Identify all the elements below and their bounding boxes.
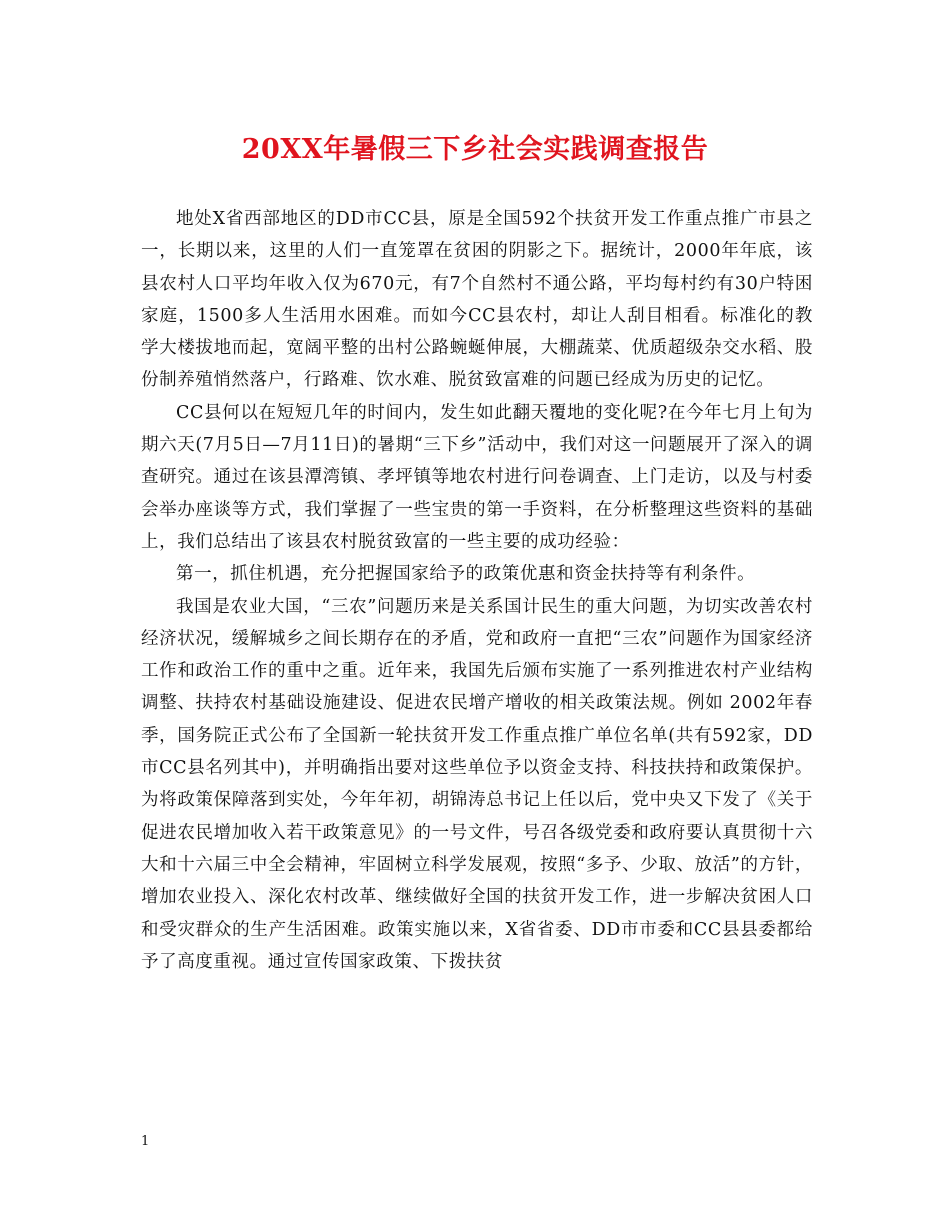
paragraph: 我国是农业大国，“三农”问题历来是关系国计民生的重大问题，为切实改善农村经济状况，缓解城乡之间长期存在的矛盾，党和政府一直把“三农”问题作为国家经济工作和政治工作的重中之重。近年来，我国先后颁布实施了一系列推进农村产业结构调整、扶持农村基础设施建设、促进农民增产增收的相关政策法规。例如 2002年春季，国务院正式公布了全国新一轮扶贫开发工作重点推广单位名单(共有592家，DD市CC县名列其中)，并明确指出要对这些单位予以资金支持、科技扶持和政策保护。为将政策保障落到实处，今年年初，胡锦涛总书记上任以后，党中央又下发了《关于促进农民增加收入若干政策意见》的一号文件，号召各级党委和政府要认真贯彻十六大和十六届三中全会精神，牢固树立科学发展观，按照“多予、少取、放活”的方针，增加农业投入、深化农村改革、继续做好全国的扶贫开发工作，进一步解决贫困人口和受灾群众的生产生活困难。政策实施以来，X省省委、DD市市委和CC县县委都给予了高度重视。通过宣传国家政策、下拨扶贫: [141, 596, 813, 972]
paragraph: 地处X省西部地区的DD市CC县，原是全国592个扶贫开发工作重点推广市县之一，长期以来，这里的人们一直笼罩在贫困的阴影之下。据统计，2000年年底，该县农村人口平均年收入仅为670元，有7个自然村不通公路，平均每村约有30户特困家庭，1500多人生活用水困难。而如今CC县农村，却让人刮目相看。标准化的教学大楼拔地而起，宽阔平整的出村公路蜿蜒伸展，大棚蔬菜、优质超级杂交水稻、股份制养殖悄然落户，行路难、饮水难、脱贫致富难的问题已经成为历史的记忆。: [141, 209, 813, 391]
paragraph: CC县何以在短短几年的时间内，发生如此翻天覆地的变化呢?在今年七月上旬为期六天(7月5日—7月11日)的暑期“三下乡”活动中，我们对这一问题展开了深入的调查研究。通过在该县潭湾镇、孝坪镇等地农村进行问卷调查、上门走访，以及与村委会举办座谈等方式，我们掌握了一些宝贵的第一手资料，在分析整理这些资料的基础上，我们总结出了该县农村脱贫致富的一些主要的成功经验：: [141, 402, 813, 552]
document-body: [141, 203, 813, 978]
page-number: 1: [141, 1134, 150, 1149]
document-title: 20XX年暑假三下乡社会实践调查报告: [241, 134, 709, 165]
paragraph: 第一，抓住机遇，充分把握国家给予的政策优惠和资金扶持等有利条件。: [176, 564, 756, 585]
